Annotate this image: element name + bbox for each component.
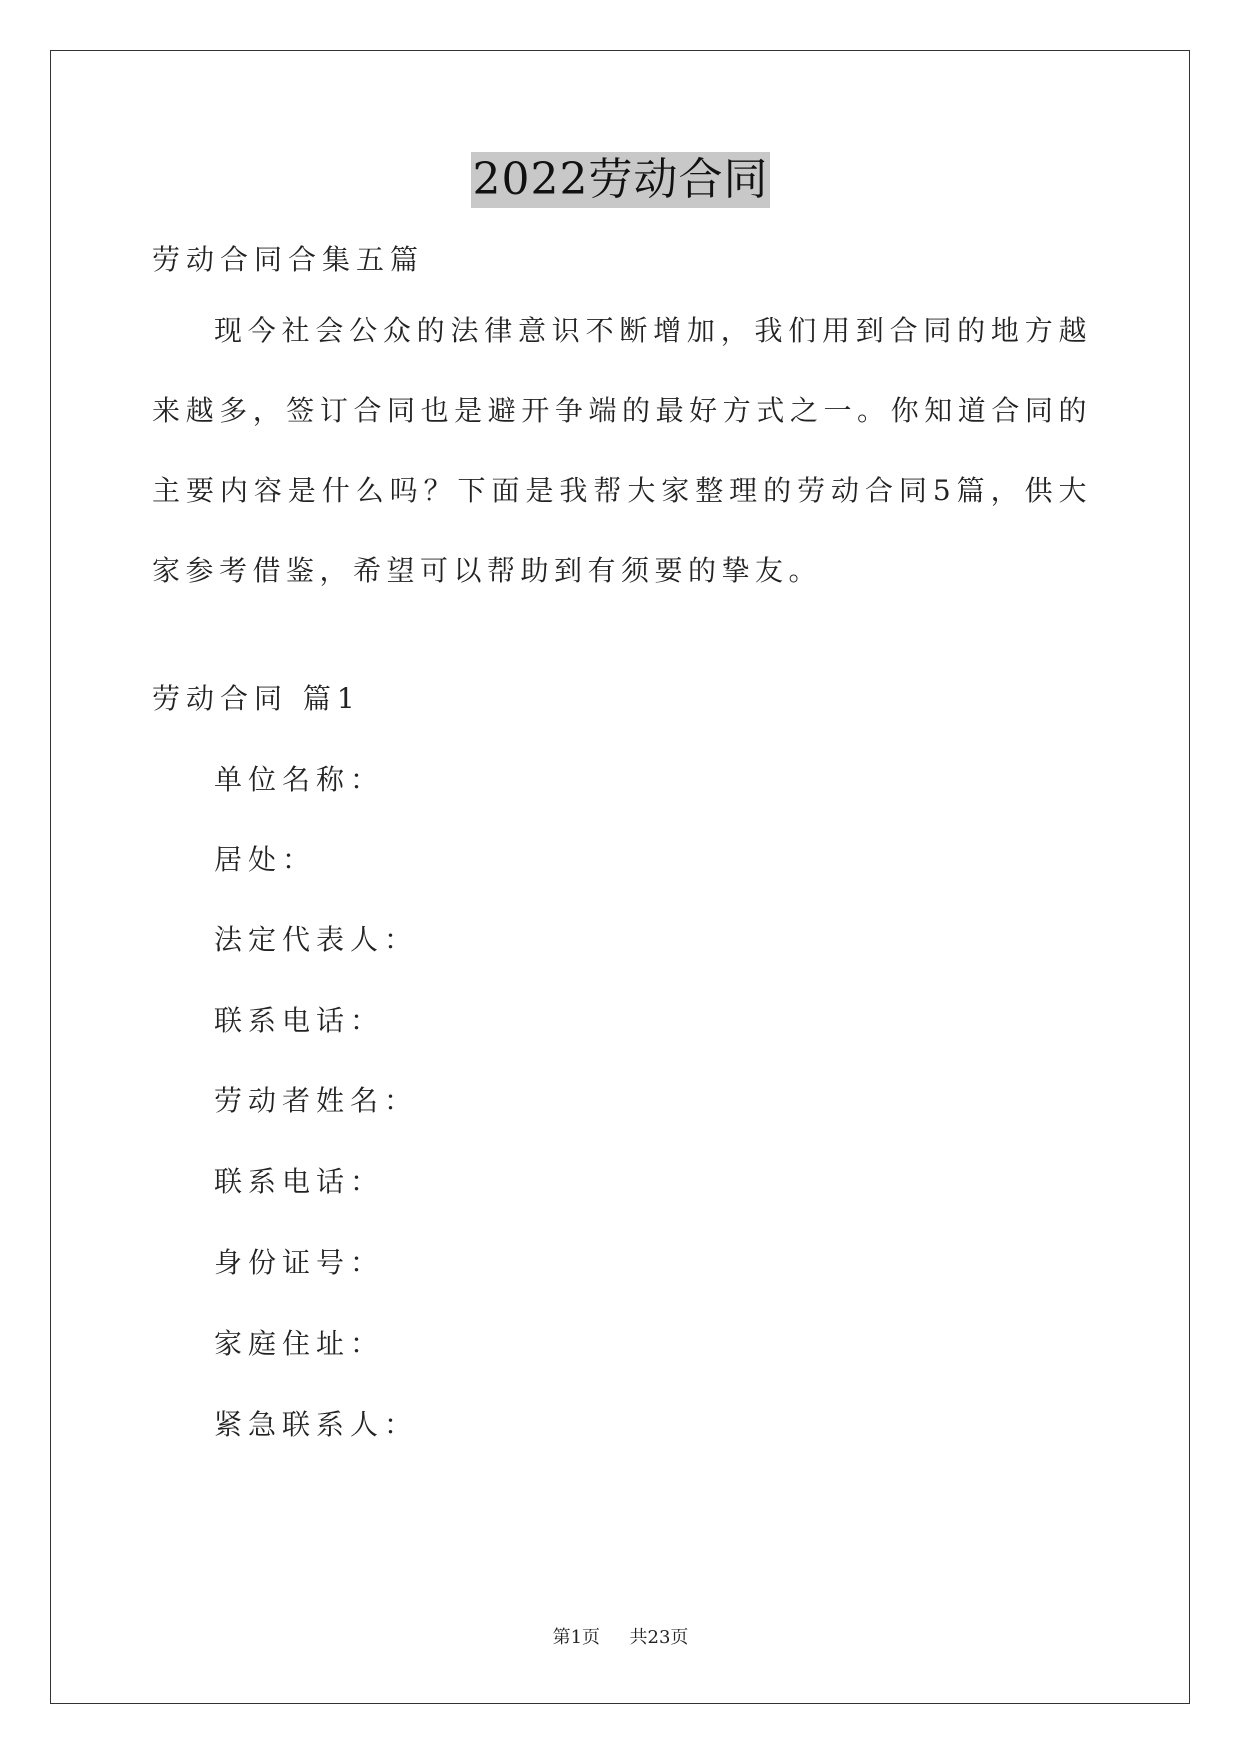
field-address: 居处： (214, 843, 317, 876)
field-legal-representative: 法定代表人： (214, 923, 419, 956)
field-worker-phone: 联系电话： (214, 1165, 385, 1198)
page-number: 第1页 (552, 1627, 601, 1648)
field-unit-name: 单位名称： (214, 763, 385, 796)
title-container (0, 152, 1241, 208)
intro-paragraph: 现今社会公众的法律意识不断增加，我们用到合同的地方越来越多，签订合同也是避开争端的最好方式之一。你知道合同的主要内容是什么吗？下面是我帮大家整理的劳动合同5篇，供大家参考借鉴，希望可以帮助到有须要的挚友。 (152, 314, 1092, 587)
page-footer (0, 1626, 1241, 1650)
page-total: 共23页 (629, 1627, 689, 1648)
field-unit-phone: 联系电话： (214, 1004, 385, 1037)
document-title: 2022劳动合同 (471, 152, 771, 208)
section-heading: 劳动合同 篇1 (152, 682, 361, 715)
document-subtitle: 劳动合同合集五篇 (152, 243, 425, 276)
field-worker-name: 劳动者姓名： (214, 1084, 419, 1117)
field-id-number: 身份证号： (214, 1246, 385, 1279)
field-emergency-contact: 紧急联系人： (214, 1408, 419, 1441)
field-home-address: 家庭住址： (214, 1327, 385, 1360)
